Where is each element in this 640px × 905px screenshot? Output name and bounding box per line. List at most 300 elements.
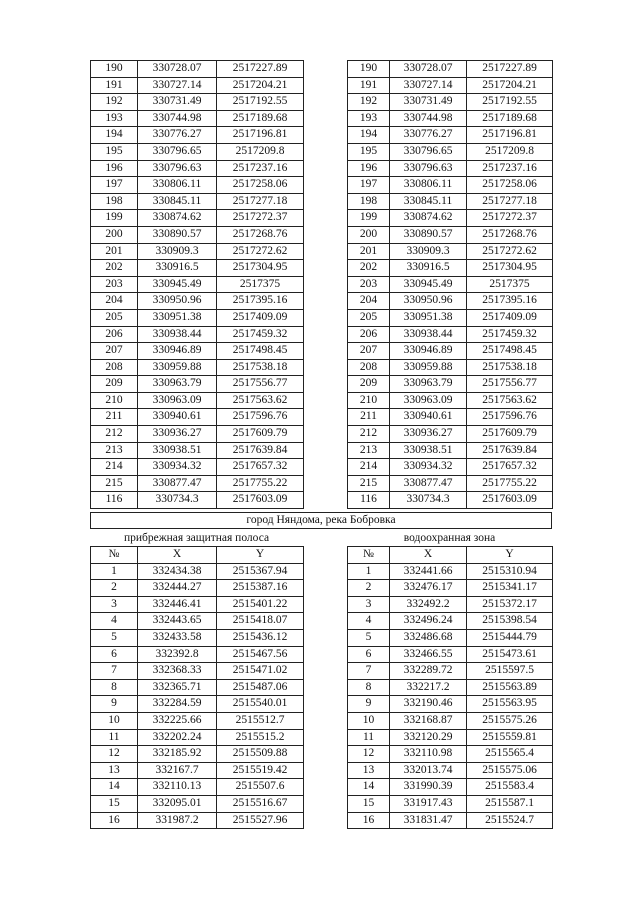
table-row [91,260,304,277]
y-coordinate: 2517209.8 [217,143,304,160]
point-number: 197 [348,177,390,194]
point-number: 204 [91,293,138,310]
header-y: Y [467,547,553,564]
x-coordinate: 332289.72 [390,663,467,680]
table-row [348,110,553,127]
point-number: 213 [348,442,390,459]
point-number: 212 [348,426,390,443]
x-coordinate: 332368.33 [138,663,217,680]
y-coordinate: 2517258.06 [467,177,553,194]
point-number: 14 [91,779,138,796]
table-row [348,712,553,729]
point-number: 215 [348,475,390,492]
y-coordinate: 2517556.77 [217,376,304,393]
point-number: 11 [91,729,138,746]
table-row [91,110,304,127]
x-coordinate: 330796.63 [138,160,217,177]
y-coordinate: 2517603.09 [467,492,553,509]
x-coordinate: 332441.66 [390,563,467,580]
table-row [91,629,304,646]
x-coordinate: 330877.47 [390,475,467,492]
x-coordinate: 332110.13 [138,779,217,796]
y-coordinate: 2517609.79 [217,426,304,443]
y-coordinate: 2517272.37 [467,210,553,227]
left-table-caption: прибрежная защитная полоса [123,532,270,544]
x-coordinate: 330945.49 [390,276,467,293]
table-row [91,326,304,343]
y-coordinate: 2517268.76 [217,226,304,243]
table-row [91,679,304,696]
point-number: 196 [91,160,138,177]
x-coordinate: 330938.44 [138,326,217,343]
x-coordinate: 330734.3 [138,492,217,509]
point-number: 1 [348,563,390,580]
x-coordinate: 330963.79 [138,376,217,393]
x-coordinate: 331917.43 [390,795,467,812]
table-row [348,77,553,94]
table-row [348,779,553,796]
table-row [91,426,304,443]
point-number: 206 [348,326,390,343]
table-row [348,193,553,210]
y-coordinate: 2517272.37 [217,210,304,227]
table-row [348,596,553,613]
y-coordinate: 2515587.1 [467,795,553,812]
x-coordinate: 332443.65 [138,613,217,630]
x-coordinate: 332168.87 [390,712,467,729]
x-coordinate: 330877.47 [138,475,217,492]
table-row [91,127,304,144]
y-coordinate: 2517657.32 [467,459,553,476]
x-coordinate: 330806.11 [390,177,467,194]
table-row [348,459,553,476]
y-coordinate: 2515563.95 [467,696,553,713]
point-number: 6 [348,646,390,663]
point-number: 214 [91,459,138,476]
x-coordinate: 330776.27 [390,127,467,144]
x-coordinate: 330938.51 [138,442,217,459]
table-row [348,160,553,177]
x-coordinate: 331987.2 [138,812,217,829]
table-row [91,779,304,796]
table-row [348,226,553,243]
x-coordinate: 332433.58 [138,629,217,646]
point-number: 4 [348,613,390,630]
table-row [348,746,553,763]
y-coordinate: 2517227.89 [467,61,553,78]
table-row [91,392,304,409]
y-coordinate: 2517227.89 [217,61,304,78]
table-row [91,663,304,680]
x-coordinate: 330938.51 [390,442,467,459]
table-row [348,442,553,459]
table-header-row [348,547,553,564]
y-coordinate: 2517657.32 [217,459,304,476]
x-coordinate: 332225.66 [138,712,217,729]
table-row [348,326,553,343]
y-coordinate: 2515467.56 [217,646,304,663]
point-number: 8 [91,679,138,696]
table-row [91,762,304,779]
y-coordinate: 2515398.54 [467,613,553,630]
table-row [348,729,553,746]
point-number: 3 [91,596,138,613]
table-row [348,177,553,194]
y-coordinate: 2515509.88 [217,746,304,763]
y-coordinate: 2515512.7 [217,712,304,729]
header-x: X [390,547,467,564]
x-coordinate: 331990.39 [390,779,467,796]
point-number: 200 [91,226,138,243]
header-x: X [138,547,217,564]
x-coordinate: 332486.68 [390,629,467,646]
point-number: 195 [348,143,390,160]
table-row [348,243,553,260]
point-number: 6 [91,646,138,663]
y-coordinate: 2517258.06 [217,177,304,194]
table-row [348,260,553,277]
point-number: 215 [91,475,138,492]
point-number: 13 [348,762,390,779]
y-coordinate: 2517563.62 [467,392,553,409]
x-coordinate: 330845.11 [138,193,217,210]
x-coordinate: 330916.5 [390,260,467,277]
table-row [91,210,304,227]
x-coordinate: 330734.3 [390,492,467,509]
point-number: 199 [91,210,138,227]
y-coordinate: 2517556.77 [467,376,553,393]
table-row [91,61,304,78]
x-coordinate: 330806.11 [138,177,217,194]
point-number: 116 [348,492,390,509]
point-number: 7 [91,663,138,680]
y-coordinate: 2517755.22 [467,475,553,492]
point-number: 203 [348,276,390,293]
x-coordinate: 330945.49 [138,276,217,293]
table-row [348,143,553,160]
point-number: 197 [91,177,138,194]
y-coordinate: 2515367.94 [217,563,304,580]
x-coordinate: 330890.57 [138,226,217,243]
y-coordinate: 2517409.09 [467,309,553,326]
table-row [91,646,304,663]
x-coordinate: 332202.24 [138,729,217,746]
x-coordinate: 332466.55 [390,646,467,663]
point-number: 198 [348,193,390,210]
point-number: 116 [91,492,138,509]
x-coordinate: 330728.07 [390,61,467,78]
point-number: 210 [348,392,390,409]
y-coordinate: 2515516.67 [217,795,304,812]
x-coordinate: 330796.65 [138,143,217,160]
x-coordinate: 330727.14 [138,77,217,94]
table-row [348,492,553,509]
x-coordinate: 332446.41 [138,596,217,613]
x-coordinate: 330727.14 [390,77,467,94]
x-coordinate: 330959.88 [390,359,467,376]
y-coordinate: 2515401.22 [217,596,304,613]
point-number: 190 [91,61,138,78]
point-number: 15 [91,795,138,812]
y-coordinate: 2517196.81 [467,127,553,144]
point-number: 209 [348,376,390,393]
point-number: 206 [91,326,138,343]
y-coordinate: 2517459.32 [217,326,304,343]
table-row [91,409,304,426]
y-coordinate: 2517498.45 [217,343,304,360]
water-protection-zone-table [347,546,553,829]
table-row [91,343,304,360]
x-coordinate: 330796.65 [390,143,467,160]
x-coordinate: 330963.79 [390,376,467,393]
x-coordinate: 330950.96 [138,293,217,310]
x-coordinate: 330776.27 [138,127,217,144]
y-coordinate: 2517538.18 [467,359,553,376]
y-coordinate: 2517196.81 [217,127,304,144]
point-number: 207 [348,343,390,360]
y-coordinate: 2517639.84 [467,442,553,459]
table-row [348,309,553,326]
x-coordinate: 330916.5 [138,260,217,277]
y-coordinate: 2517498.45 [467,343,553,360]
y-coordinate: 2515471.02 [217,663,304,680]
point-number: 7 [348,663,390,680]
y-coordinate: 2515310.94 [467,563,553,580]
x-coordinate: 330796.63 [390,160,467,177]
table-row [91,143,304,160]
table-row [91,442,304,459]
table-row [348,613,553,630]
table-row [348,762,553,779]
point-number: 196 [348,160,390,177]
y-coordinate: 2515387.16 [217,580,304,597]
point-number: 14 [348,779,390,796]
x-coordinate: 332476.17 [390,580,467,597]
point-number: 15 [348,795,390,812]
y-coordinate: 2517192.55 [467,94,553,111]
table-row [91,459,304,476]
x-coordinate: 330874.62 [390,210,467,227]
point-number: 12 [348,746,390,763]
y-coordinate: 2517375 [467,276,553,293]
header-y: Y [217,547,304,564]
y-coordinate: 2517272.62 [467,243,553,260]
header-number: № [91,547,138,564]
y-coordinate: 2517375 [217,276,304,293]
point-number: 1 [91,563,138,580]
point-number: 4 [91,613,138,630]
point-number: 214 [348,459,390,476]
table-row [91,94,304,111]
y-coordinate: 2515565.4 [467,746,553,763]
x-coordinate: 330959.88 [138,359,217,376]
y-coordinate: 2517192.55 [217,94,304,111]
y-coordinate: 2517304.95 [467,260,553,277]
y-coordinate: 2517304.95 [217,260,304,277]
table-row [348,392,553,409]
table-row [91,746,304,763]
x-coordinate: 330951.38 [390,309,467,326]
y-coordinate: 2517209.8 [467,143,553,160]
y-coordinate: 2515540.01 [217,696,304,713]
point-number: 11 [348,729,390,746]
y-coordinate: 2517237.16 [217,160,304,177]
table-row [348,679,553,696]
x-coordinate: 330845.11 [390,193,467,210]
y-coordinate: 2515527.96 [217,812,304,829]
x-coordinate: 332167.7 [138,762,217,779]
table-row [91,309,304,326]
table-row [348,696,553,713]
table-row [348,580,553,597]
table-row [91,77,304,94]
x-coordinate: 332365.71 [138,679,217,696]
point-number: 9 [348,696,390,713]
point-number: 211 [91,409,138,426]
point-number: 8 [348,679,390,696]
point-number: 207 [91,343,138,360]
point-number: 9 [91,696,138,713]
x-coordinate: 332392.8 [138,646,217,663]
point-number: 201 [348,243,390,260]
point-number: 198 [91,193,138,210]
y-coordinate: 2517204.21 [217,77,304,94]
point-number: 204 [348,293,390,310]
x-coordinate: 330731.49 [390,94,467,111]
x-coordinate: 330936.27 [390,426,467,443]
y-coordinate: 2517204.21 [467,77,553,94]
table-row [91,812,304,829]
y-coordinate: 2517596.76 [467,409,553,426]
table-row [348,376,553,393]
y-coordinate: 2515563.89 [467,679,553,696]
y-coordinate: 2517237.16 [467,160,553,177]
table-row [348,359,553,376]
point-number: 13 [91,762,138,779]
point-number: 190 [348,61,390,78]
table-row [348,293,553,310]
table-row [348,812,553,829]
y-coordinate: 2517639.84 [217,442,304,459]
x-coordinate: 330946.89 [390,343,467,360]
table-row [91,580,304,597]
table-row [348,94,553,111]
point-number: 205 [91,309,138,326]
point-number: 192 [348,94,390,111]
table-header-row [91,547,304,564]
y-coordinate: 2517395.16 [217,293,304,310]
x-coordinate: 330934.32 [390,459,467,476]
right-table-caption: водоохранная зона [403,532,496,544]
point-number: 208 [348,359,390,376]
table-row [91,293,304,310]
y-coordinate: 2517189.68 [217,110,304,127]
y-coordinate: 2517563.62 [217,392,304,409]
x-coordinate: 332444.27 [138,580,217,597]
table-row [91,492,304,509]
table-row [91,712,304,729]
table-row [91,696,304,713]
table-row [91,729,304,746]
x-coordinate: 332217.2 [390,679,467,696]
table-row [348,127,553,144]
y-coordinate: 2517409.09 [217,309,304,326]
x-coordinate: 332284.59 [138,696,217,713]
point-number: 194 [91,127,138,144]
point-number: 194 [348,127,390,144]
point-number: 209 [91,376,138,393]
y-coordinate: 2515575.06 [467,762,553,779]
y-coordinate: 2515487.06 [217,679,304,696]
y-coordinate: 2515507.6 [217,779,304,796]
y-coordinate: 2517189.68 [467,110,553,127]
table-row [91,563,304,580]
point-number: 16 [91,812,138,829]
x-coordinate: 330950.96 [390,293,467,310]
y-coordinate: 2517459.32 [467,326,553,343]
point-number: 202 [91,260,138,277]
x-coordinate: 330946.89 [138,343,217,360]
table-row [348,210,553,227]
table-row [91,376,304,393]
x-coordinate: 332190.46 [390,696,467,713]
table-row [348,795,553,812]
y-coordinate: 2517277.18 [467,193,553,210]
point-number: 200 [348,226,390,243]
table-row [348,663,553,680]
y-coordinate: 2517272.62 [217,243,304,260]
table-row [348,343,553,360]
section-title: город Няндома, река Бобровка [90,512,552,529]
point-number: 191 [348,77,390,94]
point-number: 208 [91,359,138,376]
point-number: 12 [91,746,138,763]
y-coordinate: 2515473.61 [467,646,553,663]
y-coordinate: 2517538.18 [217,359,304,376]
y-coordinate: 2515341.17 [467,580,553,597]
x-coordinate: 330940.61 [390,409,467,426]
point-number: 195 [91,143,138,160]
x-coordinate: 330731.49 [138,94,217,111]
x-coordinate: 332492.2 [390,596,467,613]
point-number: 193 [91,110,138,127]
x-coordinate: 331831.47 [390,812,467,829]
y-coordinate: 2515515.2 [217,729,304,746]
coastal-protection-strip-table [90,546,304,829]
table-row [348,475,553,492]
x-coordinate: 330951.38 [138,309,217,326]
table-row [348,426,553,443]
table-row [91,226,304,243]
x-coordinate: 330909.3 [390,243,467,260]
point-number: 193 [348,110,390,127]
x-coordinate: 330936.27 [138,426,217,443]
y-coordinate: 2517603.09 [217,492,304,509]
y-coordinate: 2515372.17 [467,596,553,613]
y-coordinate: 2517596.76 [217,409,304,426]
table-row [91,160,304,177]
y-coordinate: 2515575.26 [467,712,553,729]
x-coordinate: 332120.29 [390,729,467,746]
y-coordinate: 2515519.42 [217,762,304,779]
point-number: 5 [348,629,390,646]
x-coordinate: 332496.24 [390,613,467,630]
y-coordinate: 2515583.4 [467,779,553,796]
table-row [348,61,553,78]
point-number: 2 [348,580,390,597]
table-row [91,276,304,293]
point-number: 202 [348,260,390,277]
